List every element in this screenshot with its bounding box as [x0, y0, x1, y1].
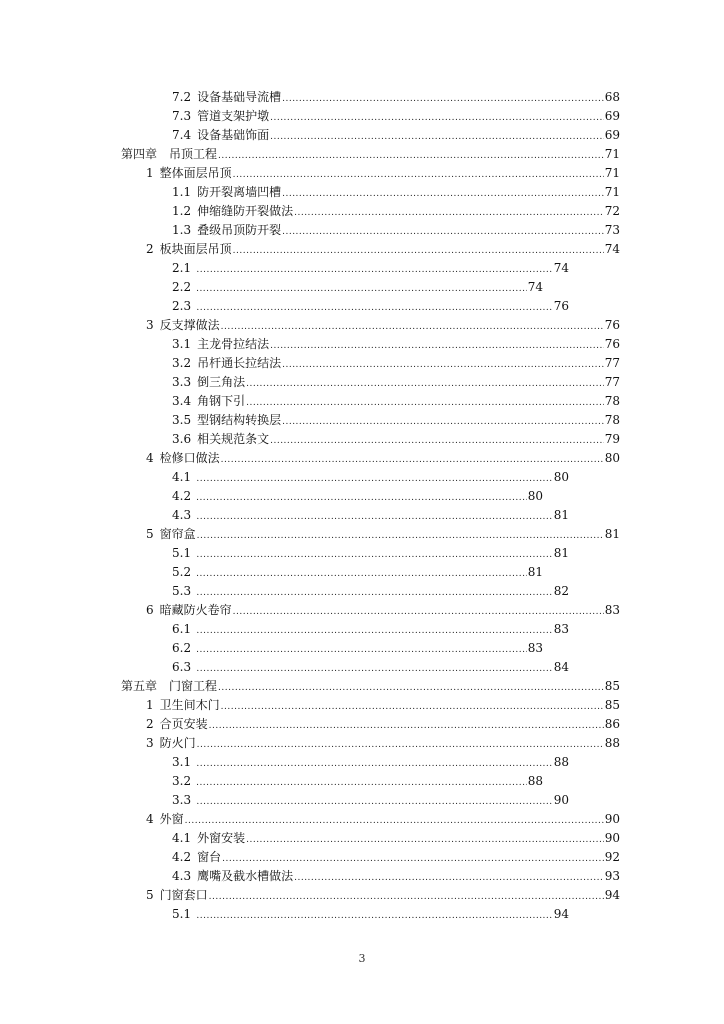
toc-dot-leader [196, 772, 527, 792]
toc-entry-page: 71 [604, 185, 620, 199]
toc-dot-leader [233, 240, 604, 260]
toc-entry[interactable] [146, 240, 620, 258]
toc-entry[interactable] [121, 145, 620, 163]
toc-dot-leader [196, 620, 552, 640]
toc-entry-number: 3.5 [172, 413, 192, 427]
toc-entry[interactable] [172, 88, 620, 106]
toc-entry-number: 6.2 [172, 641, 192, 655]
toc-entry-number: 5 [146, 888, 154, 902]
toc-entry-number: 2 [146, 242, 154, 256]
toc-entry-number: 4.1 [172, 470, 192, 484]
toc-entry-number: 1.2 [172, 204, 192, 218]
toc-entry-page: 84 [553, 660, 569, 674]
page-number: 3 [358, 952, 366, 965]
toc-entry[interactable] [172, 829, 620, 847]
toc-entry-title: 叠级吊顶防开裂 [197, 223, 282, 237]
toc-entry[interactable] [172, 506, 569, 524]
toc-entry-page: 83 [604, 603, 620, 617]
toc-dot-leader [282, 88, 604, 108]
toc-entry-page: 81 [553, 508, 569, 522]
toc-entry-title: 相关规范条文 [197, 432, 270, 446]
toc-dot-leader [197, 525, 604, 545]
toc-dot-leader [270, 430, 604, 450]
toc-entry-page: 72 [604, 204, 620, 218]
toc-entry-title: 反支撑做法 [159, 318, 220, 332]
toc-entry-title: 吊杆通长拉结法 [197, 356, 282, 370]
toc-entry-number: 3.2 [172, 774, 192, 788]
toc-entry-page: 88 [604, 736, 620, 750]
toc-entry-page: 71 [604, 147, 620, 161]
toc-dot-leader [196, 544, 552, 564]
toc-entry[interactable] [146, 734, 620, 752]
toc-entry-title: 主龙骨拉结法 [197, 337, 270, 351]
toc-entry-number: 2 [146, 717, 154, 731]
toc-entry-page: 71 [604, 166, 620, 180]
toc-dot-leader [233, 601, 604, 621]
toc-dot-leader [209, 886, 604, 906]
toc-dot-leader [218, 677, 604, 697]
toc-entry-page: 78 [604, 413, 620, 427]
toc-dot-leader [196, 582, 552, 602]
toc-entry-number: 3.3 [172, 375, 192, 389]
toc-entry-title: 板块面层吊顶 [159, 242, 232, 256]
toc-dot-leader [282, 411, 604, 431]
toc-dot-leader [246, 829, 604, 849]
toc-entry[interactable] [172, 430, 620, 448]
toc-entry-number: 2.3 [172, 299, 192, 313]
toc-dot-leader [218, 145, 604, 165]
toc-entry[interactable] [172, 658, 569, 676]
toc-dot-leader [197, 734, 604, 754]
toc-entry-page: 85 [604, 679, 620, 693]
toc-entry[interactable] [172, 867, 620, 885]
toc-entry[interactable] [146, 696, 620, 714]
toc-entry[interactable] [146, 715, 620, 733]
toc-entry-number: 3 [146, 318, 154, 332]
toc-entry-title: 外窗安装 [197, 831, 246, 845]
toc-entry-title: 管道支架护墩 [197, 109, 270, 123]
toc-entry-page: 68 [604, 90, 620, 104]
toc-dot-leader [196, 639, 527, 659]
toc-entry[interactable] [172, 639, 543, 657]
toc-entry-number: 1.1 [172, 185, 192, 199]
toc-dot-leader [196, 259, 552, 279]
toc-entry[interactable] [172, 373, 620, 391]
toc-dot-leader [209, 715, 604, 735]
toc-entry-page: 88 [527, 774, 543, 788]
toc-entry-number: 第五章 [121, 679, 158, 693]
toc-entry-page: 92 [604, 850, 620, 864]
toc-entry[interactable] [172, 582, 569, 600]
toc-entry-title: 门窗套口 [159, 888, 208, 902]
toc-entry-page: 81 [527, 565, 543, 579]
toc-entry-page: 83 [553, 622, 569, 636]
toc-entry-title: 暗藏防火卷帘 [159, 603, 232, 617]
toc-entry-page: 82 [553, 584, 569, 598]
toc-entry[interactable] [172, 259, 569, 277]
toc-dot-leader [246, 392, 604, 412]
toc-entry-number: 3 [146, 736, 154, 750]
toc-entry-number: 7.2 [172, 90, 192, 104]
toc-entry-number: 7.3 [172, 109, 192, 123]
toc-entry-page: 77 [604, 375, 620, 389]
toc-entry-number: 2.2 [172, 280, 192, 294]
toc-entry-title: 鹰嘴及截水槽做法 [197, 869, 294, 883]
toc-entry-number: 6 [146, 603, 154, 617]
toc-entry[interactable] [172, 278, 543, 296]
toc-entry[interactable] [172, 221, 620, 239]
toc-entry-title: 防开裂离墙凹槽 [197, 185, 282, 199]
toc-entry-number: 4 [146, 451, 154, 465]
toc-entry-title: 型钢结构转换层 [197, 413, 282, 427]
toc-entry-page: 81 [553, 546, 569, 560]
toc-entry-title: 角钢下引 [197, 394, 246, 408]
toc-entry[interactable] [172, 772, 543, 790]
toc-dot-leader [196, 278, 527, 298]
toc-entry-number: 4 [146, 812, 154, 826]
toc-entry-title: 合页安装 [159, 717, 208, 731]
toc-entry-page: 93 [604, 869, 620, 883]
toc-entry-page: 80 [553, 470, 569, 484]
toc-entry[interactable] [172, 126, 620, 144]
toc-entry[interactable] [172, 354, 620, 372]
toc-entry[interactable] [172, 487, 543, 505]
toc-entry-page: 94 [553, 907, 569, 921]
toc-entry-title: 卫生间木门 [159, 698, 220, 712]
toc-entry-page: 80 [604, 451, 620, 465]
toc-dot-leader [196, 487, 527, 507]
toc-entry-number: 4.2 [172, 489, 192, 503]
toc-entry[interactable] [172, 107, 620, 125]
toc-entry[interactable] [146, 316, 620, 334]
toc-entry-title: 吊顶工程 [169, 147, 218, 161]
toc-entry-page: 86 [604, 717, 620, 731]
toc-entry-number: 5.3 [172, 584, 192, 598]
toc-dot-leader [196, 753, 552, 773]
toc-dot-leader [270, 335, 604, 355]
toc-entry-page: 69 [604, 109, 620, 123]
toc-entry-number: 7.4 [172, 128, 192, 142]
toc-entry-page: 74 [604, 242, 620, 256]
toc-entry-number: 5.1 [172, 546, 192, 560]
toc-dot-leader [270, 126, 604, 146]
toc-entry-number: 3.6 [172, 432, 192, 446]
toc-dot-leader [196, 506, 552, 526]
toc-entry-number: 5.1 [172, 907, 192, 921]
toc-entry-title: 窗帘盒 [159, 527, 196, 541]
toc-dot-leader [270, 107, 604, 127]
toc-entry[interactable] [172, 202, 620, 220]
toc-entry-page: 81 [604, 527, 620, 541]
toc-entry-page: 78 [604, 394, 620, 408]
toc-entry-number: 第四章 [121, 147, 158, 161]
toc-dot-leader [222, 848, 604, 868]
toc-entry-title: 整体面层吊顶 [159, 166, 232, 180]
toc-entry-title: 设备基础导流槽 [197, 90, 282, 104]
toc-dot-leader [196, 658, 552, 678]
toc-entry-number: 1 [146, 698, 154, 712]
toc-dot-leader [196, 468, 552, 488]
toc-entry[interactable] [172, 392, 620, 410]
toc-entry-page: 85 [604, 698, 620, 712]
toc-entry[interactable] [146, 525, 620, 543]
toc-dot-leader [282, 221, 604, 241]
toc-entry-number: 3.4 [172, 394, 192, 408]
toc-entry-number: 6.1 [172, 622, 192, 636]
toc-entry-page: 77 [604, 356, 620, 370]
toc-entry-number: 1.3 [172, 223, 192, 237]
toc-entry-number: 1 [146, 166, 154, 180]
toc-dot-leader [233, 164, 604, 184]
toc-entry-page: 69 [604, 128, 620, 142]
toc-entry[interactable] [146, 164, 620, 182]
toc-entry-title: 外窗 [159, 812, 184, 826]
toc-entry-page: 94 [604, 888, 620, 902]
toc-entry-page: 90 [553, 793, 569, 807]
toc-entry-number: 5 [146, 527, 154, 541]
toc-entry-title: 伸缩缝防开裂做法 [197, 204, 294, 218]
toc-entry[interactable] [172, 563, 543, 581]
toc-dot-leader [221, 449, 604, 469]
toc-entry[interactable] [172, 905, 569, 923]
toc-dot-leader [221, 316, 604, 336]
toc-entry[interactable] [172, 544, 569, 562]
toc-entry-page: 74 [553, 261, 569, 275]
toc-entry[interactable] [172, 753, 569, 771]
toc-dot-leader [196, 297, 552, 317]
toc-entry-page: 79 [604, 432, 620, 446]
toc-entry-number: 4.3 [172, 869, 192, 883]
toc-entry-page: 76 [604, 318, 620, 332]
toc-dot-leader [246, 373, 604, 393]
toc-entry-number: 5.2 [172, 565, 192, 579]
toc-dot-leader [185, 810, 604, 830]
toc-entry-number: 4.1 [172, 831, 192, 845]
toc-entry-title: 防火门 [159, 736, 196, 750]
toc-entry-number: 4.3 [172, 508, 192, 522]
toc-entry-number: 4.2 [172, 850, 192, 864]
toc-dot-leader [282, 354, 604, 374]
toc-entry-page: 74 [527, 280, 543, 294]
toc-entry-number: 3.2 [172, 356, 192, 370]
toc-entry-number: 6.3 [172, 660, 192, 674]
toc-entry-title: 窗台 [197, 850, 222, 864]
toc-entry-page: 90 [604, 831, 620, 845]
toc-entry-page: 73 [604, 223, 620, 237]
toc-entry[interactable] [146, 449, 620, 467]
toc-dot-leader [282, 183, 604, 203]
toc-entry[interactable] [172, 620, 569, 638]
toc-entry-number: 3.3 [172, 793, 192, 807]
toc-dot-leader [196, 563, 527, 583]
toc-entry-page: 88 [553, 755, 569, 769]
toc-entry-number: 2.1 [172, 261, 192, 275]
toc-entry[interactable] [172, 411, 620, 429]
toc-entry[interactable] [172, 791, 569, 809]
toc-entry[interactable] [121, 677, 620, 695]
toc-dot-leader [196, 905, 552, 925]
toc-entry[interactable] [172, 183, 620, 201]
toc-entry[interactable] [172, 297, 569, 315]
toc-entry-title: 检修口做法 [159, 451, 220, 465]
toc-entry[interactable] [172, 468, 569, 486]
toc-entry-page: 76 [604, 337, 620, 351]
toc-dot-leader [294, 202, 604, 222]
toc-entry-title: 倒三角法 [197, 375, 246, 389]
toc-dot-leader [221, 696, 604, 716]
toc-entry[interactable] [172, 848, 620, 866]
toc-entry-title: 门窗工程 [169, 679, 218, 693]
toc-entry[interactable] [172, 335, 620, 353]
toc-entry-page: 90 [604, 812, 620, 826]
toc-entry-page: 80 [527, 489, 543, 503]
toc-entry[interactable] [146, 886, 620, 904]
toc-entry-page: 76 [553, 299, 569, 313]
toc-dot-leader [294, 867, 604, 887]
toc-dot-leader [196, 791, 552, 811]
toc-entry[interactable] [146, 601, 620, 619]
toc-entry-number: 3.1 [172, 755, 192, 769]
toc-entry-title: 设备基础饰面 [197, 128, 270, 142]
toc-entry[interactable] [146, 810, 620, 828]
toc-entry-number: 3.1 [172, 337, 192, 351]
toc-entry-page: 83 [527, 641, 543, 655]
